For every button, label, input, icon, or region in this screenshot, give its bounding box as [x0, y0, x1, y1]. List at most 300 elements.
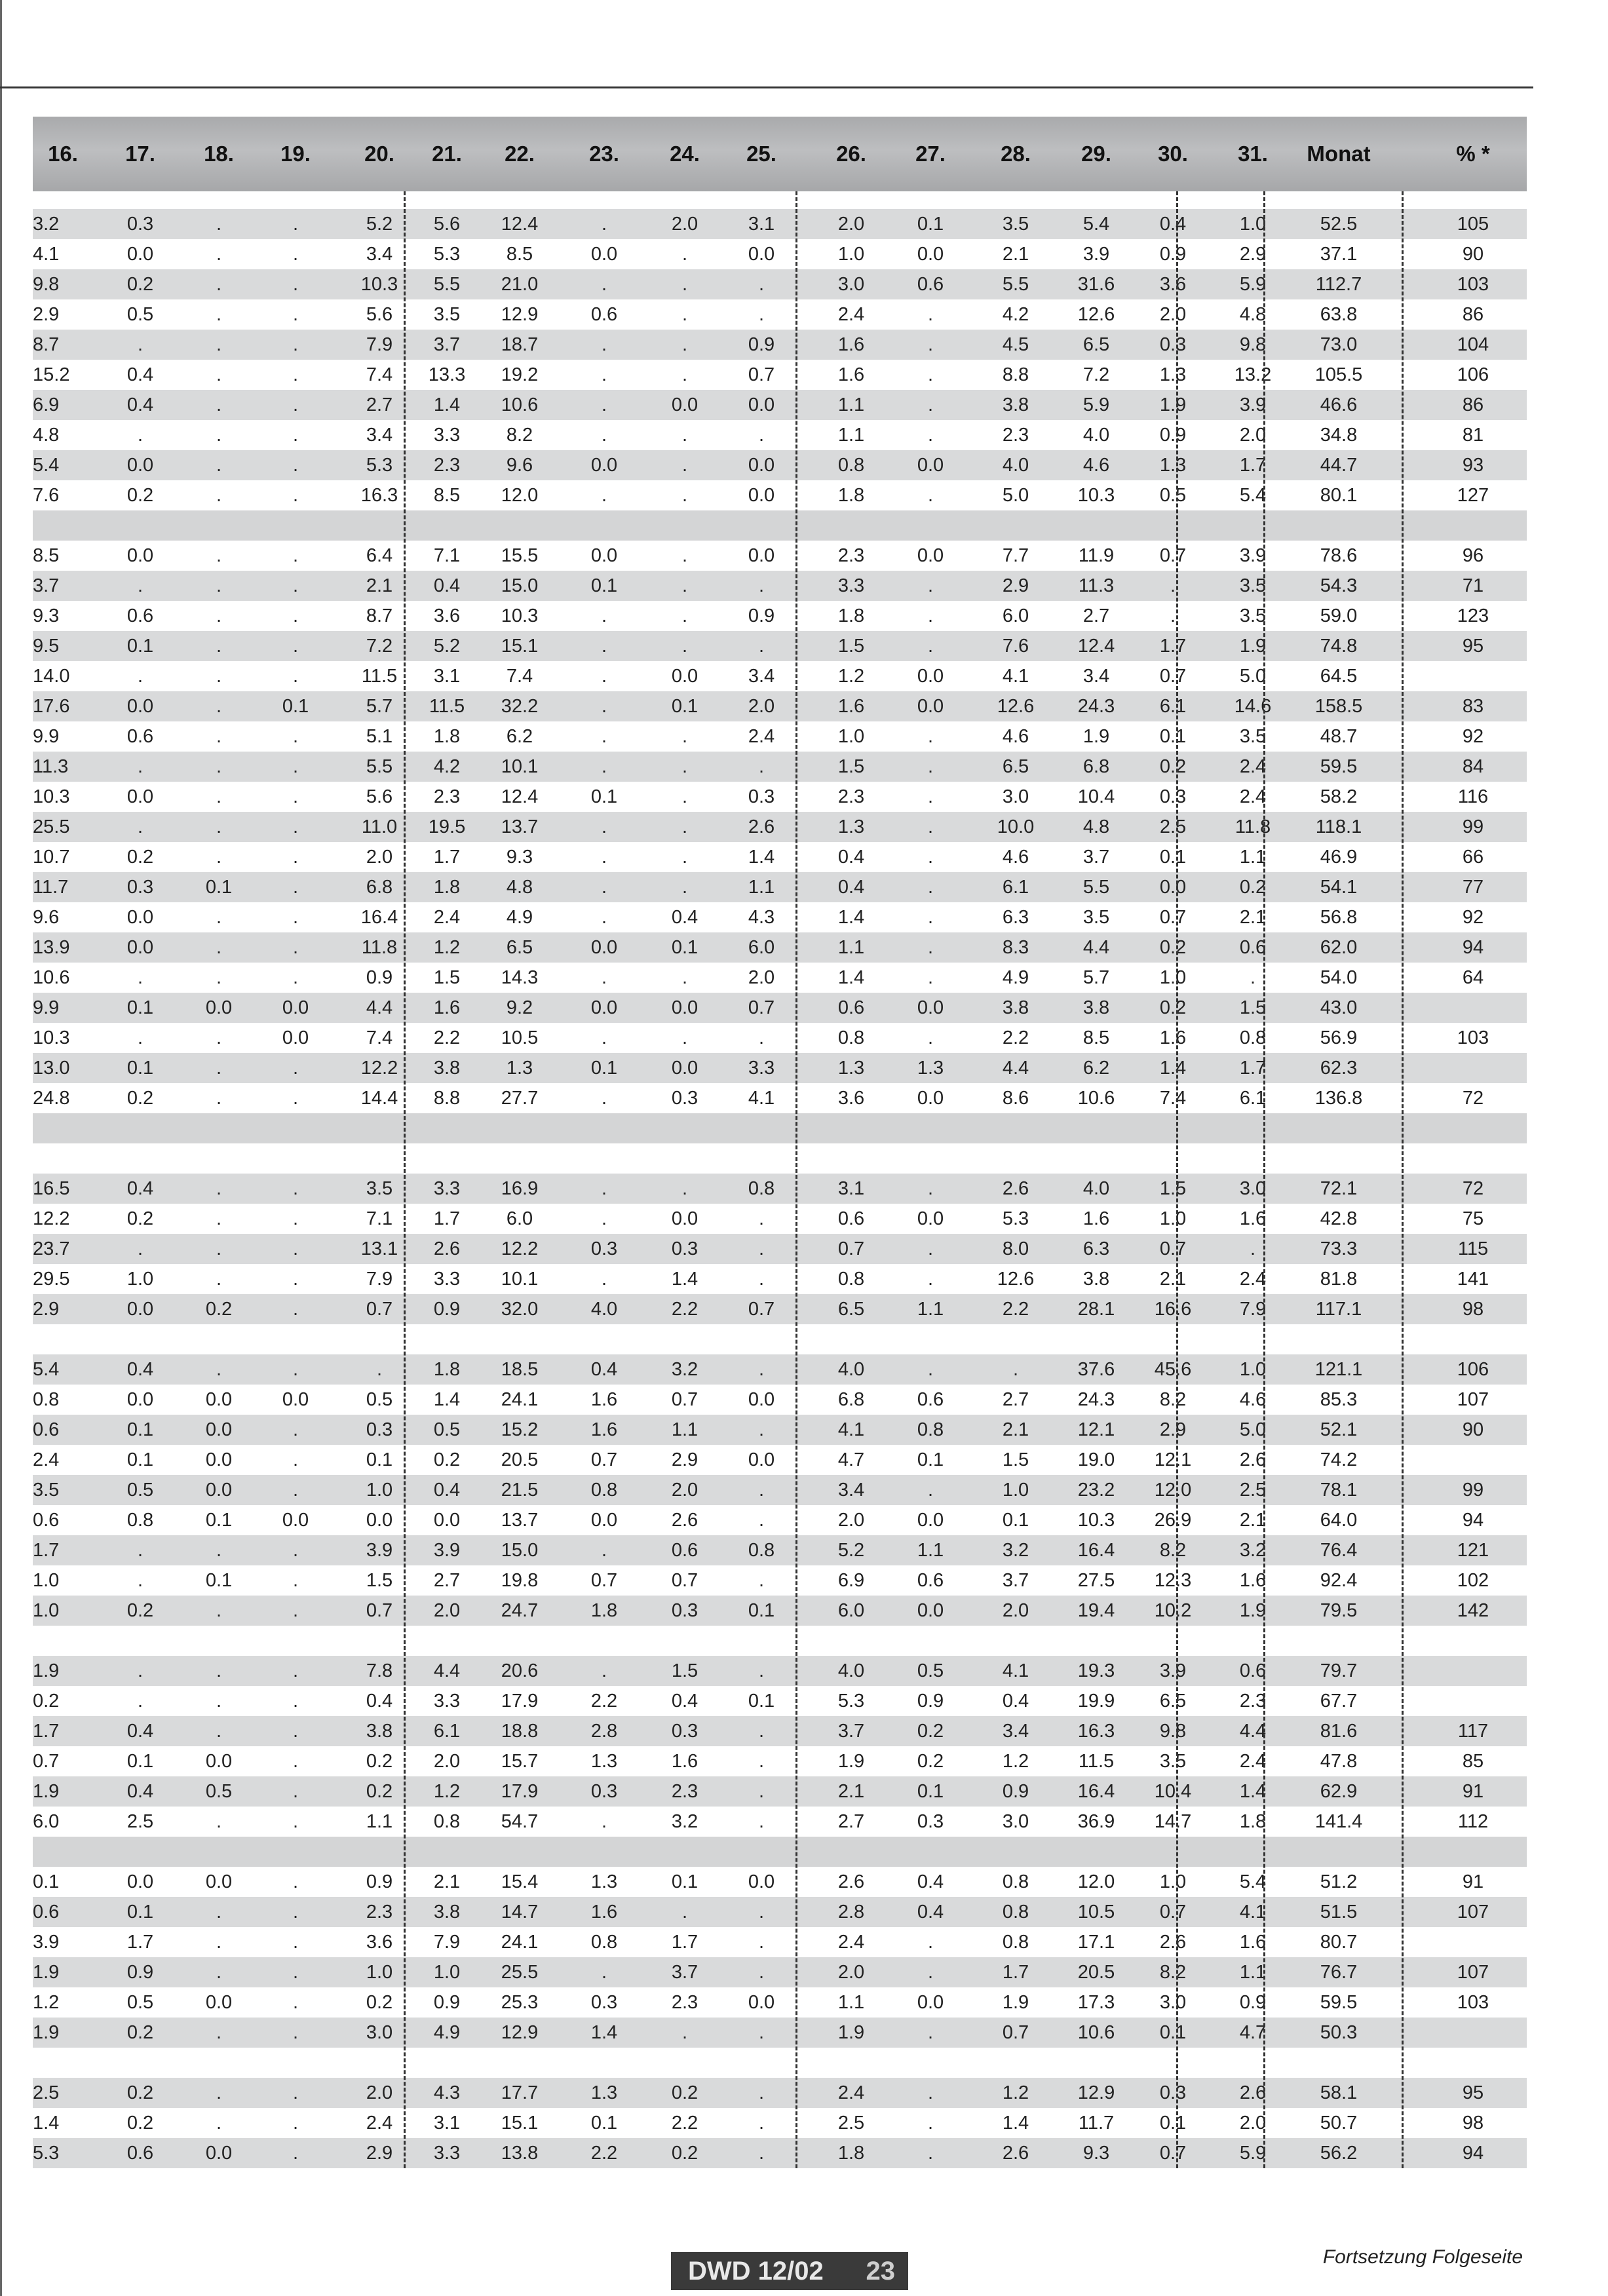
table-row	[33, 330, 1527, 360]
table-cell: 0.7	[33, 1751, 60, 1772]
table-cell: 16.4	[1077, 1540, 1115, 1561]
table-cell: 6.0	[506, 1208, 533, 1229]
table-cell: 1.5	[1002, 1449, 1029, 1470]
table-cell: 1.0	[366, 1480, 393, 1501]
table-cell: 32.2	[501, 696, 539, 717]
table-cell: .	[376, 1359, 383, 1380]
table-cell: 2.8	[590, 1721, 618, 1742]
header-cell: 27.	[915, 142, 946, 166]
table-cell: .	[601, 756, 607, 777]
table-cell: 3.1	[837, 1178, 865, 1199]
header-cell: 20.	[364, 142, 394, 166]
table-cell: 64.0	[1320, 1510, 1358, 1531]
table-cell: 23.2	[1077, 1480, 1115, 1501]
table-cell: 94	[1462, 2143, 1484, 2164]
table-cell: 106	[1457, 364, 1489, 385]
table-cell: 0.2	[917, 1721, 944, 1742]
table-cell: 4.1	[1002, 666, 1029, 687]
table-cell: 14.7	[1154, 1811, 1192, 1832]
table-cell: 0.8	[1002, 1902, 1029, 1923]
table-cell: .	[216, 1359, 222, 1380]
table-cell: .	[292, 726, 299, 747]
table-cell: .	[292, 485, 299, 506]
table-cell: 1.0	[1002, 1480, 1029, 1501]
table-cell: 6.1	[1002, 877, 1029, 898]
table-row	[33, 541, 1527, 571]
table-cell: 7.6	[1002, 636, 1029, 657]
table-cell: .	[292, 1962, 299, 1983]
table-cell: 0.8	[1002, 1932, 1029, 1953]
table-cell: .	[216, 1208, 222, 1229]
table-cell: .	[292, 455, 299, 476]
table-cell: 3.5	[1239, 605, 1267, 626]
table-cell: 5.9	[1239, 2143, 1267, 2164]
table-cell: .	[681, 364, 688, 385]
table-cell: 3.3	[433, 425, 461, 446]
publication-label: DWD 12/02	[688, 2257, 824, 2286]
table-cell: 62.9	[1320, 1781, 1358, 1802]
table-cell: 2.4	[837, 2082, 865, 2103]
table-cell: 3.7	[837, 1721, 865, 1742]
table-cell: 1.8	[433, 726, 461, 747]
table-cell: 2.0	[366, 847, 393, 868]
table-cell: 136.8	[1314, 1088, 1363, 1109]
table-cell: 0.0	[126, 545, 154, 566]
table-cell: 18.7	[501, 334, 539, 355]
table-cell: 2.2	[671, 1299, 699, 1320]
table-cell: 1.4	[1159, 1058, 1187, 1079]
table-cell: .	[292, 756, 299, 777]
table-cell: 5.6	[433, 214, 461, 235]
table-cell: 0.0	[748, 485, 775, 506]
table-cell: 0.2	[1159, 937, 1187, 958]
table-cell: .	[292, 364, 299, 385]
table-cell: 17.9	[501, 1781, 539, 1802]
table-cell: .	[292, 1419, 299, 1440]
table-cell: 17.7	[501, 2082, 539, 2103]
table-cell: .	[216, 425, 222, 446]
table-cell: 0.3	[671, 1721, 699, 1742]
table-cell: 0.6	[671, 1540, 699, 1561]
table-cell: 18.8	[501, 1721, 539, 1742]
table-cell: 2.8	[837, 1902, 865, 1923]
table-cell: .	[292, 1902, 299, 1923]
table-cell: .	[216, 1540, 222, 1561]
table-cell: 4.5	[1002, 334, 1029, 355]
table-cell: 0.2	[917, 1751, 944, 1772]
table-cell: 76.7	[1320, 1962, 1358, 1983]
table-cell: 3.4	[1002, 1721, 1029, 1742]
table-cell: 6.8	[366, 877, 393, 898]
table-cell: .	[927, 1359, 934, 1380]
table-cell: 11.0	[361, 816, 398, 837]
table-cell: 0.0	[205, 1751, 233, 1772]
table-cell: 59.5	[1320, 1992, 1358, 2013]
table-cell: 0.3	[671, 1088, 699, 1109]
table-cell: 0.3	[126, 877, 154, 898]
table-cell: 6.0	[33, 1811, 60, 1832]
table-row	[33, 1776, 1527, 1807]
table-cell: 0.5	[366, 1389, 393, 1410]
table-cell: 2.1	[837, 1781, 865, 1802]
table-cell: 0.1	[917, 1449, 944, 1470]
table-cell: 0.2	[1159, 756, 1187, 777]
table-cell: 4.4	[1002, 1058, 1029, 1079]
table-cell: .	[216, 636, 222, 657]
table-row	[33, 1023, 1527, 1053]
table-cell: 91	[1462, 1871, 1484, 1892]
table-cell: .	[216, 2082, 222, 2103]
table-cell: .	[216, 605, 222, 626]
table-cell: 2.2	[590, 2143, 618, 2164]
table-cell: 0.1	[205, 1570, 233, 1591]
table-cell: 104	[1457, 334, 1489, 355]
table-cell: 0.0	[917, 545, 944, 566]
table-cell: .	[137, 1540, 144, 1561]
table-spacer-row	[33, 1143, 1527, 1174]
table-cell: 12.0	[501, 485, 539, 506]
table-cell: 0.9	[433, 1992, 461, 2013]
table-cell: 0.9	[126, 1962, 154, 1983]
table-cell: 4.9	[506, 907, 533, 928]
table-cell: 2.2	[1002, 1299, 1029, 1320]
table-row	[33, 1927, 1527, 1957]
table-cell: 13.8	[501, 2143, 539, 2164]
table-cell: 77	[1462, 877, 1484, 898]
table-cell: 0.0	[917, 997, 944, 1018]
table-cell: .	[292, 636, 299, 657]
table-cell: 1.9	[33, 1781, 60, 1802]
table-cell: 0.0	[126, 937, 154, 958]
table-cell: 3.7	[1002, 1570, 1029, 1591]
table-cell: 112	[1457, 1811, 1489, 1832]
table-cell: 0.0	[671, 1208, 699, 1229]
table-cell: .	[927, 786, 934, 807]
table-cell: .	[758, 575, 765, 596]
table-cell: 0.9	[366, 1871, 393, 1892]
table-cell: 4.3	[433, 2082, 461, 2103]
table-cell: 24.8	[33, 1088, 70, 1109]
table-cell: 1.4	[748, 847, 775, 868]
table-cell: 0.1	[1159, 2022, 1187, 2043]
table-cell: 4.1	[1239, 1902, 1267, 1923]
table-cell: 142	[1457, 1600, 1489, 1621]
table-cell: 84	[1462, 756, 1484, 777]
table-cell: 2.9	[1239, 244, 1267, 265]
table-cell: 0.8	[917, 1419, 944, 1440]
table-cell: 1.9	[1239, 1600, 1267, 1621]
table-cell: 73.3	[1320, 1238, 1358, 1259]
table-cell: 11.7	[1078, 2113, 1115, 2133]
table-cell: 6.0	[1002, 605, 1029, 626]
table-row	[33, 571, 1527, 601]
table-cell: 1.0	[1159, 1871, 1187, 1892]
table-cell: 0.8	[1239, 1027, 1267, 1048]
table-row	[33, 2138, 1527, 2168]
table-cell: .	[292, 1480, 299, 1501]
table-cell: .	[927, 847, 934, 868]
table-cell: 0.3	[1159, 334, 1187, 355]
table-cell: 12.4	[501, 214, 539, 235]
table-cell: 0.6	[33, 1510, 60, 1531]
table-cell: 5.4	[33, 1359, 60, 1380]
table-cell: .	[927, 394, 934, 415]
table-cell: 12.9	[1077, 2082, 1115, 2103]
table-cell: .	[927, 937, 934, 958]
table-cell: .	[681, 425, 688, 446]
table-cell: 10.3	[501, 605, 539, 626]
table-cell: 10.6	[501, 394, 539, 415]
table-cell: 2.0	[671, 214, 699, 235]
table-cell: 3.6	[366, 1932, 393, 1953]
table-cell: .	[601, 1540, 607, 1561]
table-cell: .	[927, 1962, 934, 1983]
table-cell: 5.2	[837, 1540, 865, 1561]
table-cell: 1.5	[837, 756, 865, 777]
table-cell: .	[216, 1238, 222, 1259]
table-cell: 72	[1462, 1178, 1484, 1199]
table-row	[33, 752, 1527, 782]
table-cell: 10.5	[501, 1027, 539, 1048]
table-cell: 3.4	[1082, 666, 1110, 687]
table-row	[33, 360, 1527, 390]
table-cell: 2.9	[1002, 575, 1029, 596]
table-cell: 0.1	[126, 1751, 154, 1772]
table-cell: .	[601, 274, 607, 295]
table-cell: 99	[1462, 816, 1484, 837]
table-cell: 0.4	[433, 1480, 461, 1501]
table-cell: 76.4	[1320, 1540, 1358, 1561]
table-cell: 10.3	[33, 1027, 70, 1048]
table-cell: 0.8	[126, 1510, 154, 1531]
table-cell: 81.8	[1320, 1269, 1358, 1290]
table-cell: 0.3	[590, 1992, 618, 2013]
table-cell: 2.9	[671, 1449, 699, 1470]
table-cell: .	[292, 1269, 299, 1290]
table-cell: 10.1	[501, 756, 539, 777]
table-cell: 11.5	[1078, 1751, 1115, 1772]
table-cell: 5.3	[433, 244, 461, 265]
table-cell: 3.7	[33, 575, 60, 596]
table-cell: 7.2	[1082, 364, 1110, 385]
table-cell: 2.6	[433, 1238, 461, 1259]
table-cell: 15.4	[501, 1871, 539, 1892]
table-cell: 3.3	[748, 1058, 775, 1079]
table-cell: 0.0	[205, 1389, 233, 1410]
table-cell: 2.4	[837, 1932, 865, 1953]
table-cell: .	[292, 334, 299, 355]
table-cell: 0.4	[1159, 214, 1187, 235]
table-row	[33, 1596, 1527, 1626]
table-row	[33, 1505, 1527, 1535]
table-cell: .	[681, 244, 688, 265]
table-cell: 3.8	[1082, 1269, 1110, 1290]
table-cell: .	[216, 214, 222, 235]
table-cell: 73.0	[1320, 334, 1358, 355]
table-cell: 86	[1462, 394, 1484, 415]
table-cell: .	[1250, 967, 1256, 988]
table-cell: 9.9	[33, 997, 60, 1018]
table-cell: .	[927, 485, 934, 506]
table-cell: 24.1	[501, 1932, 539, 1953]
table-cell: 2.5	[837, 2113, 865, 2133]
table-cell: .	[292, 1751, 299, 1772]
table-cell: 1.0	[837, 726, 865, 747]
table-cell: 0.0	[917, 1208, 944, 1229]
table-cell: .	[758, 1269, 765, 1290]
table-cell: .	[601, 214, 607, 235]
table-cell: 11.7	[33, 877, 69, 898]
table-cell: .	[681, 816, 688, 837]
table-cell: 4.8	[1082, 816, 1110, 837]
table-cell: 0.6	[917, 1570, 944, 1591]
table-cell: 50.7	[1320, 2113, 1358, 2133]
table-cell: 3.4	[366, 244, 393, 265]
table-cell: 4.6	[1082, 455, 1110, 476]
table-cell: 0.7	[1159, 1238, 1187, 1259]
table-cell: .	[216, 1721, 222, 1742]
table-cell: 0.9	[1159, 425, 1187, 446]
table-cell: 0.5	[126, 1992, 154, 2013]
table-cell: .	[292, 666, 299, 687]
table-cell: 2.6	[1239, 2082, 1267, 2103]
table-cell: 0.4	[917, 1902, 944, 1923]
table-cell: .	[758, 1932, 765, 1953]
table-cell: 0.7	[748, 364, 775, 385]
table-cell: 66	[1462, 847, 1484, 868]
table-cell: 24.3	[1077, 696, 1115, 717]
table-cell: 5.0	[1002, 485, 1029, 506]
table-cell: 92.4	[1320, 1570, 1358, 1591]
table-cell: .	[758, 1902, 765, 1923]
table-row	[33, 782, 1527, 812]
table-cell: 1.7	[1002, 1962, 1029, 1983]
table-cell: 6.3	[1002, 907, 1029, 928]
table-cell: 0.6	[837, 1208, 865, 1229]
table-cell: 2.0	[433, 1751, 461, 1772]
table-cell: 1.9	[837, 2022, 865, 2043]
table-cell: 1.1	[671, 1419, 699, 1440]
table-cell: 0.7	[671, 1389, 699, 1410]
table-cell: 7.9	[433, 1932, 461, 1953]
table-cell: .	[601, 636, 607, 657]
table-cell: .	[137, 816, 144, 837]
table-cell: 32.0	[501, 1299, 539, 1320]
column-separator	[1402, 191, 1404, 2168]
table-cell: .	[216, 244, 222, 265]
table-cell: .	[292, 1600, 299, 1621]
table-cell: 10.7	[33, 847, 70, 868]
table-cell: .	[216, 726, 222, 747]
table-cell: 16.5	[33, 1178, 70, 1199]
table-cell: 0.0	[126, 455, 154, 476]
table-cell: 2.0	[1002, 1600, 1029, 1621]
table-row	[33, 1415, 1527, 1445]
table-cell: 2.3	[366, 1902, 393, 1923]
table-cell: .	[137, 1660, 144, 1681]
table-cell: 118.1	[1315, 816, 1362, 837]
table-cell: 1.7	[33, 1540, 60, 1561]
table-cell: 6.2	[506, 726, 533, 747]
table-cell: 8.8	[433, 1088, 461, 1109]
table-cell: .	[758, 1751, 765, 1772]
table-cell: 103	[1457, 1027, 1489, 1048]
table-cell: 19.0	[1077, 1449, 1115, 1470]
table-cell: 121.1	[1314, 1359, 1363, 1380]
table-cell: .	[292, 907, 299, 928]
table-cell: .	[758, 2113, 765, 2133]
table-cell: 7.1	[433, 545, 461, 566]
table-cell: 11.3	[33, 756, 69, 777]
table-cell: 123	[1457, 605, 1489, 626]
table-cell: 19.9	[1077, 1691, 1115, 1712]
table-cell: 2.7	[837, 1811, 865, 1832]
table-cell: 5.4	[1082, 214, 1110, 235]
table-cell: 2.3	[837, 786, 865, 807]
table-cell: .	[216, 786, 222, 807]
table-cell: .	[601, 1269, 607, 1290]
table-cell: .	[292, 394, 299, 415]
table-cell: .	[601, 1088, 607, 1109]
table-cell: 4.1	[748, 1088, 775, 1109]
table-cell: 7.8	[366, 1660, 393, 1681]
table-cell: 4.0	[590, 1299, 618, 1320]
table-cell: 6.2	[1082, 1058, 1110, 1079]
table-cell: 4.1	[33, 244, 60, 265]
table-cell: 0.0	[205, 1871, 233, 1892]
table-cell: 2.4	[1239, 786, 1267, 807]
table-cell: 0.9	[748, 605, 775, 626]
table-cell: 0.2	[671, 2143, 699, 2164]
table-cell: 21.0	[501, 274, 539, 295]
table-cell: 2.0	[837, 214, 865, 235]
table-row	[33, 812, 1527, 842]
table-spacer-row	[33, 1837, 1527, 1867]
table-cell: 0.0	[748, 1389, 775, 1410]
table-row	[33, 1565, 1527, 1596]
table-row	[33, 902, 1527, 932]
header-cell: 31.	[1238, 142, 1268, 166]
table-cell: 0.1	[1159, 726, 1187, 747]
table-spacer-row	[33, 1626, 1527, 1656]
table-cell: .	[681, 1902, 688, 1923]
table-cell: 1.1	[837, 425, 865, 446]
table-cell: 7.6	[33, 485, 60, 506]
table-cell: 3.7	[1082, 847, 1110, 868]
table-cell: 0.6	[33, 1902, 60, 1923]
table-cell: 10.4	[1077, 786, 1115, 807]
table-cell: 8.8	[1002, 364, 1029, 385]
table-cell: 81	[1462, 425, 1484, 446]
table-row	[33, 390, 1527, 420]
table-cell: 0.1	[590, 2113, 618, 2133]
table-cell: 0.6	[917, 274, 944, 295]
table-cell: 102	[1457, 1570, 1489, 1591]
table-cell: 14.0	[33, 666, 70, 687]
table-cell: 0.0	[748, 244, 775, 265]
table-cell: 0.0	[126, 786, 154, 807]
column-separator	[1263, 191, 1265, 2168]
table-cell: 1.0	[33, 1600, 60, 1621]
table-cell: 6.0	[748, 937, 775, 958]
table-cell: 2.6	[671, 1510, 699, 1531]
table-cell: .	[601, 394, 607, 415]
table-cell: .	[292, 1208, 299, 1229]
table-cell: .	[601, 847, 607, 868]
table-cell: .	[216, 364, 222, 385]
table-cell: 0.1	[590, 1058, 618, 1079]
table-cell: 4.4	[1239, 1721, 1267, 1742]
